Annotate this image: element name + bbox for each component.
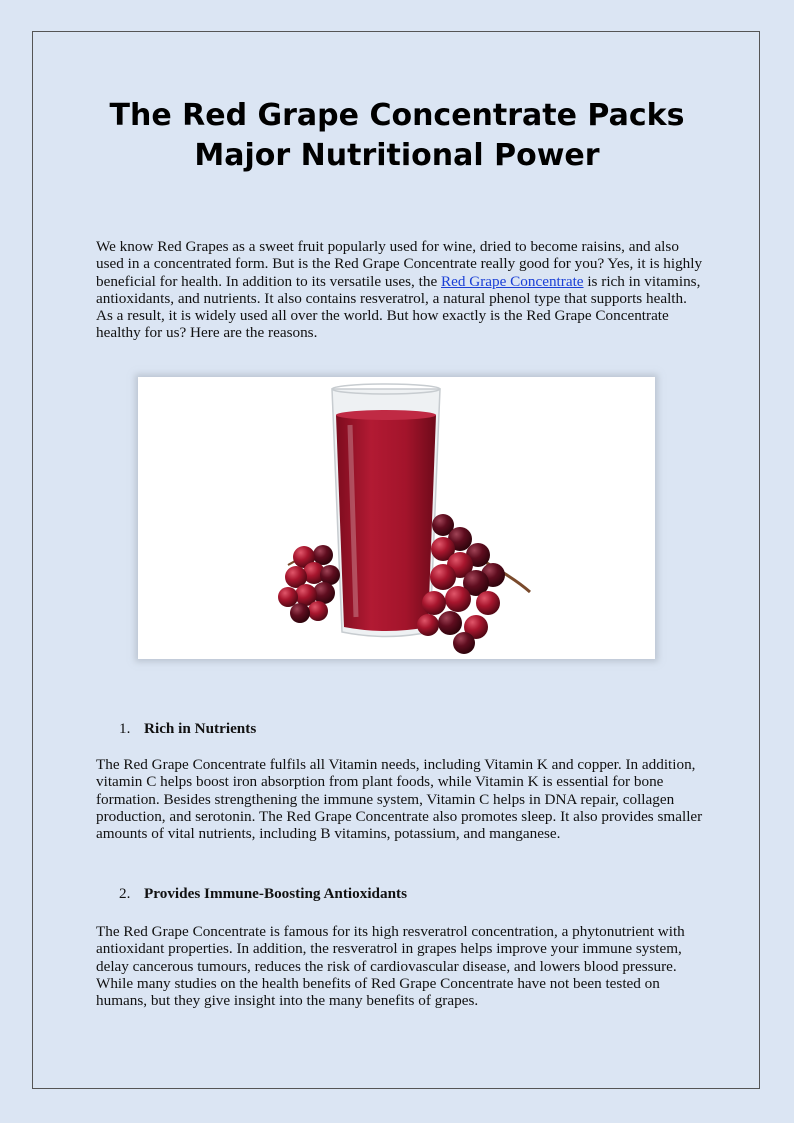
section-heading-rich-in-nutrients: [119, 720, 256, 738]
intro-paragraph: [96, 238, 706, 342]
section-body-rich-in-nutrients: The Red Grape Concentrate fulfils all Vitamin needs, including Vitamin K and copper. In addition, vitamin C helps boost iron absorption from plant foods, while Vitamin K is essential for bone formation. Besides strengthening the immune system, Vitamin C helps in DNA repair, collagen production, and serotonin. The Red Grape Concentrate also promotes sleep. It also provides smaller amounts of vital nutrients, including B vitamins, potassium, and manganese.: [96, 756, 703, 843]
section-body-antioxidants: The Red Grape Concentrate is famous for its high resveratrol concentration, a phytonutrient with antioxidant properties. In addition, the resveratrol in grapes helps improve your immune system, delay cancerous tumours, reduces the risk of cardiovascular disease, and lowers blood pressure. While many studies on the health benefits of Red Grape Concentrate have not been tested on humans, but they give insight into the many benefits of grapes.: [96, 923, 685, 1010]
page-title: [60, 96, 734, 176]
intro-text-before-link: We know Red Grapes as a sweet fruit popularly used for wine, dried to become raisins, and also used in a concentrated form. But is the Red Grape Concentrate really good for you? Yes, it is highly beneficial for health. In addition to its versatile uses, the: [96, 238, 703, 290]
section-heading-text: Provides Immune-Boosting Antioxidants: [144, 885, 408, 902]
juice-glass-illustration: [138, 377, 655, 659]
section-heading-text: Rich in Nutrients: [144, 720, 257, 737]
section-number: 1.: [119, 720, 131, 737]
intro-text-after-link: is rich in vitamins, antioxidants, and nutrients. It also contains resveratrol, a natural phenol type that supports health. As a result, it is widely used all over the world. But how exactly is the Red Grape Concentrate healthy for us? Here are the reasons.: [96, 272, 701, 342]
juice-glass-with-grapes-photo: [138, 377, 655, 659]
red-grape-concentrate-link[interactable]: Red Grape Concentrate: [441, 272, 584, 290]
section-heading-antioxidants: [119, 885, 407, 903]
title-line-2: Major Nutritional Power: [194, 138, 600, 173]
section-number: 2.: [119, 885, 131, 902]
title-line-1: The Red Grape Concentrate Packs: [109, 98, 685, 133]
